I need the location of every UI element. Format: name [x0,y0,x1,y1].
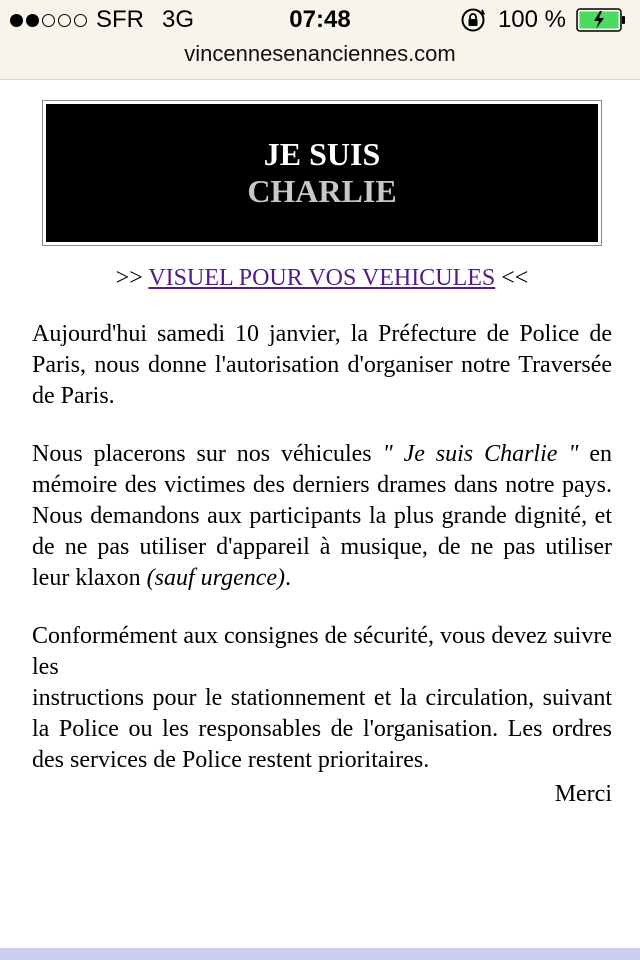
paragraph2-middle: en mémoire des victimes des derniers drames dans notre pays. Nous demandons aux participants la plus grande dignité, et de ne pas utiliser d'appareil à musique, de ne pas utiliser leur klaxon [32,441,612,591]
paragraph2-end: . [285,565,292,591]
paragraph-authorization: Aujourd'hui samedi 10 janvier, la Préfecture de Police de Paris, nous donne l'autorisation d'organiser notre Traversée de Paris. [32,321,612,409]
page-content [32,100,612,810]
vehicle-visual-link-line [32,263,612,293]
paragraph-charlie-sticker [32,439,612,594]
link-prefix: >> [115,265,149,291]
paragraph2-start: Nous placerons sur nos véhicules [32,441,383,467]
battery-charging-icon [576,8,628,32]
network-type: 3G [162,6,195,33]
charlie-quote: " Je suis Charlie " [382,441,579,467]
link-suffix: << [495,265,529,291]
vehicle-visual-link[interactable]: VISUEL POUR VOS VEHICULES [148,265,496,291]
closing-merci: Merci [554,781,612,807]
je-suis-charlie-banner [42,100,602,246]
paragraph-security [32,621,612,776]
status-bar-right [460,6,628,34]
paragraph3-rest: instructions pour le stationnement et la circulation, suivant la Police ou les responsables de l'organisation. Les ordres des services de Police restent prioritaires. [32,685,612,773]
paragraph3-line1: Conformément aux consignes de sécurité, vous devez suivre les [32,623,612,680]
address-bar[interactable] [0,40,640,80]
rotation-lock-icon [460,7,486,33]
carrier-name: SFR [96,6,144,33]
bottom-toolbar-edge [0,948,640,960]
clock: 07:48 [289,6,351,33]
url-text: vincennesenanciennes.com [184,41,456,66]
battery-percentage: 100 % [497,6,566,33]
status-bar [0,0,640,40]
sauf-urgence-note: (sauf urgence) [146,565,286,591]
banner-box [46,104,598,242]
banner-line-2: CHARLIE [247,173,397,209]
banner-line-1: JE SUIS [263,136,381,172]
